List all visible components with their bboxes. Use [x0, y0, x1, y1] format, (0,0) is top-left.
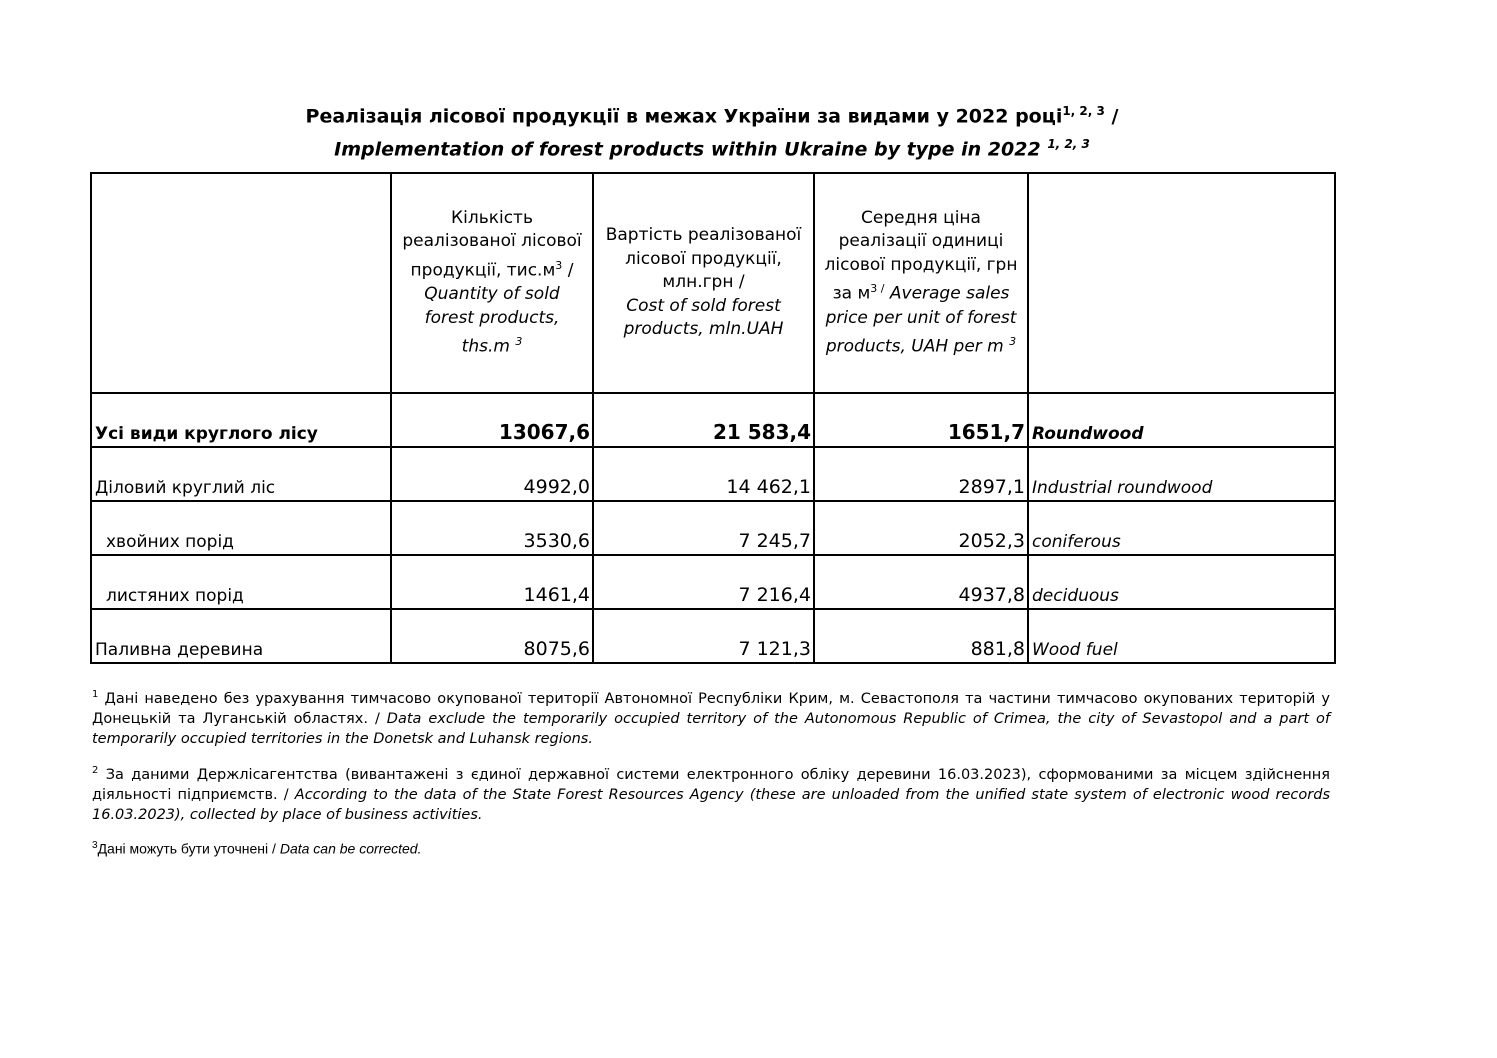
row-cost: 7 216,4: [593, 555, 814, 609]
row-quantity: 8075,6: [391, 609, 593, 663]
row-label-ua: Паливна деревина: [91, 609, 391, 663]
table-row: [91, 609, 1335, 663]
row-quantity: 3530,6: [391, 501, 593, 555]
forest-products-table: [90, 172, 1336, 664]
table-row: [91, 501, 1335, 555]
row-cost: 21 583,4: [593, 393, 814, 447]
footnote-3: $^3$Дані можуть бути уточнені / Data can be corrected.: [92, 840, 422, 857]
table-row: [91, 447, 1335, 501]
row-cost: 14 462,1: [593, 447, 814, 501]
row-quantity: 4992,0: [391, 447, 593, 501]
row-label-ua: листяних порід: [91, 555, 391, 609]
title-ua-footnote-ref: 1, 2, 3: [1062, 104, 1105, 118]
header-cost: Вартість реалізованої лісової продукції, млн.грн / Cost of sold forest products, mln.UAH: [593, 173, 814, 393]
row-label-ua: Діловий круглий ліс: [91, 447, 391, 501]
header-empty-en: [1028, 173, 1335, 393]
row-label-en: Industrial roundwood: [1028, 447, 1335, 501]
row-label-en: Wood fuel: [1028, 609, 1335, 663]
table-row: [91, 555, 1335, 609]
header-price: Середня ціна реалізації одиниці лісової продукції, грн за $м^{3 /}$ Average sales price per unit of forest products, UAH per m $^3$: [814, 173, 1028, 393]
row-price: 2052,3: [814, 501, 1028, 555]
row-label-ua: хвойних порід: [91, 501, 391, 555]
page-title: [90, 97, 1334, 164]
row-label-en: deciduous: [1028, 555, 1335, 609]
footnote-2: $^2$ За даними Держлісагентства (вивантажені з єдиної державної системи електронного обліку деревини 16.03.2023), сформованими за місцем здійснення діяльності підприємств. / According to the data of the State Forest Resources Agency (these are unloaded from the unified state system of electronic wood records 16.03.2023), collected by place of business activities.: [92, 765, 1330, 823]
row-price: 4937,8: [814, 555, 1028, 609]
row-price: 2897,1: [814, 447, 1028, 501]
title-en-footnote-ref: 1, 2, 3: [1047, 137, 1090, 152]
title-en: Implementation of forest products within Ukraine by type in 2022 $^{1, 2, 3}$: [334, 137, 1090, 161]
footnote-1: $^1$ Дані наведено без урахування тимчасово окупованої території Автономної Республіки Крим, м. Севастополя та частини тимчасово окупованих територій у Донецькій та Луганській областях. / Data exclude the temporarily occupied territory of the Autonomous Republic of Crimea, the city of Sevastopol and a part of temporarily occupied territories in the Donetsk and Luhansk regions.: [92, 689, 1330, 747]
row-quantity: 1461,4: [391, 555, 593, 609]
table-row: [91, 393, 1335, 447]
row-cost: 7 245,7: [593, 501, 814, 555]
table-header-row: [91, 173, 1335, 393]
row-quantity: 13067,6: [391, 393, 593, 447]
header-quantity: Кількість реалізованої лісової продукції, $тис.м^3$ / Quantity of sold forest products, ths.m $^3$: [391, 173, 593, 393]
title-ua: Реалізація лісової продукції в межах України за видами у 2022 році$^{1, 2, 3}$ /: [305, 104, 1119, 128]
row-cost: 7 121,3: [593, 609, 814, 663]
header-empty-ua: [91, 173, 391, 393]
row-price: 881,8: [814, 609, 1028, 663]
row-price: 1651,7: [814, 393, 1028, 447]
row-label-en: Roundwood: [1028, 393, 1335, 447]
row-label-en: coniferous: [1028, 501, 1335, 555]
row-label-ua: Усі види круглого лісу: [91, 393, 391, 447]
